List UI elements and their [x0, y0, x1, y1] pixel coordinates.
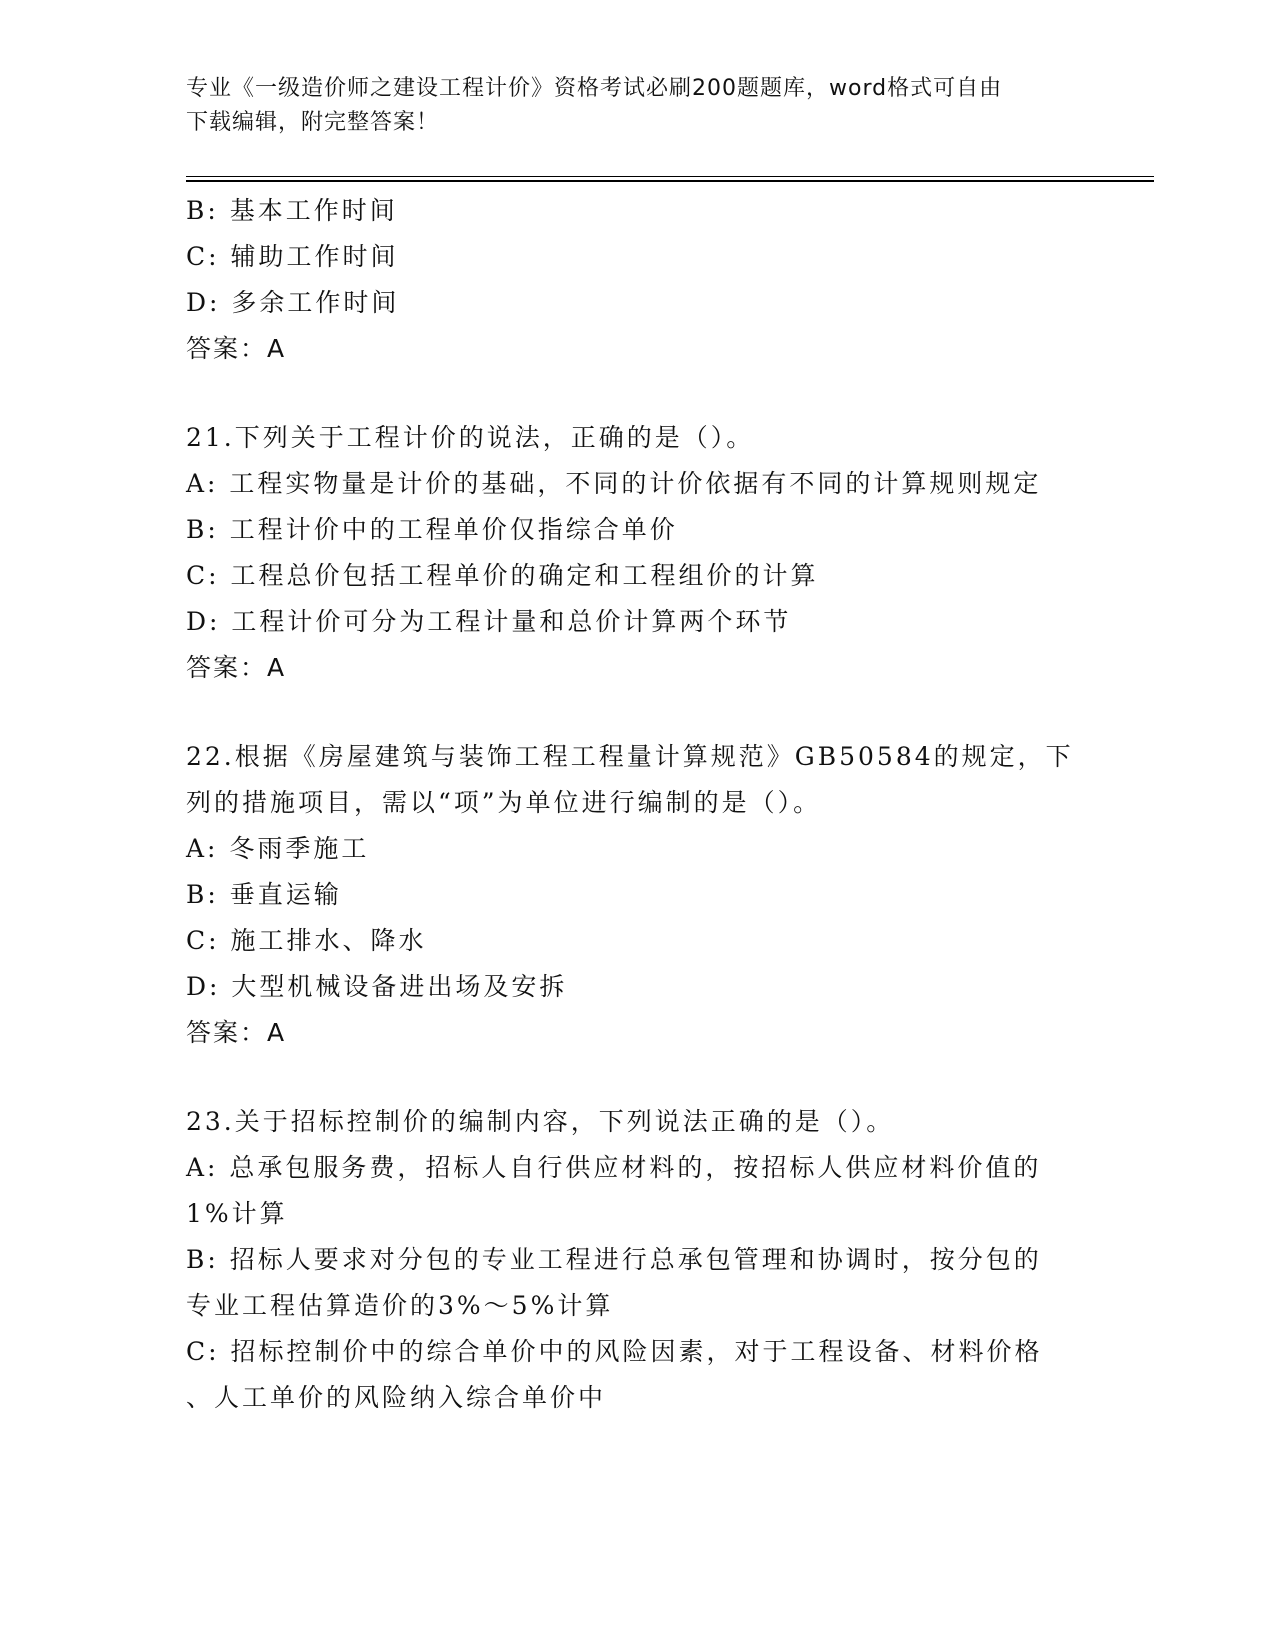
- question-22: [186, 734, 1086, 1056]
- spacer: [186, 372, 1086, 415]
- question-stem: 22.根据《房屋建筑与装饰工程工程量计算规范》GB50584的规定，下: [186, 742, 1074, 771]
- option-line-continued: 1%计算: [186, 1199, 288, 1228]
- option-line: B: 工程计价中的工程单价仅指综合单价: [186, 515, 678, 544]
- spacer: [186, 691, 1086, 734]
- option-line: D: 多余工作时间: [186, 288, 400, 317]
- header-line-2: 下载编辑，附完整答案！: [186, 110, 440, 135]
- question-stem-continued: 列的措施项目，需以“项”为单位进行编制的是（）。: [186, 788, 822, 817]
- option-line: C: 招标控制价中的综合单价中的风险因素，对于工程设备、材料价格: [186, 1337, 1043, 1366]
- option-line: A: 工程实物量是计价的基础，不同的计价依据有不同的计算规则规定: [186, 469, 1042, 498]
- document-body: [186, 188, 1086, 1421]
- option-line: C: 辅助工作时间: [186, 242, 399, 271]
- option-line: C: 工程总价包括工程单价的确定和工程组价的计算: [186, 561, 819, 590]
- question-stem: 23.关于招标控制价的编制内容，下列说法正确的是（）。: [186, 1107, 895, 1136]
- prev-question-block: [186, 188, 1086, 372]
- option-line: B: 垂直运输: [186, 880, 342, 909]
- option-line: A: 冬雨季施工: [186, 834, 370, 863]
- spacer: [186, 1056, 1086, 1099]
- header-line-1: 专业《一级造价师之建设工程计价》资格考试必刷200题题库，word格式可自由: [186, 76, 1003, 101]
- question-21: [186, 415, 1086, 691]
- option-line: B: 招标人要求对分包的专业工程进行总承包管理和协调时，按分包的: [186, 1245, 1042, 1274]
- option-line-continued: 、人工单价的风险纳入综合单价中: [186, 1383, 607, 1412]
- question-stem: 21.下列关于工程计价的说法，正确的是（）。: [186, 423, 755, 452]
- option-line: C: 施工排水、降水: [186, 926, 427, 955]
- header-rule-thin: [186, 176, 1154, 177]
- answer-line: 答案：A: [186, 1018, 287, 1047]
- header-rule-thick: [186, 180, 1154, 182]
- option-line: B: 基本工作时间: [186, 196, 398, 225]
- question-23: [186, 1099, 1086, 1421]
- answer-line: 答案：A: [186, 334, 287, 363]
- option-line: D: 工程计价可分为工程计量和总价计算两个环节: [186, 607, 792, 636]
- document-header: [186, 72, 1066, 140]
- option-line-continued: 专业工程估算造价的3%～5%计算: [186, 1291, 614, 1320]
- answer-line: 答案：A: [186, 653, 287, 682]
- option-line: A: 总承包服务费，招标人自行供应材料的，按招标人供应材料价值的: [186, 1153, 1042, 1182]
- option-line: D: 大型机械设备进出场及安拆: [186, 972, 568, 1001]
